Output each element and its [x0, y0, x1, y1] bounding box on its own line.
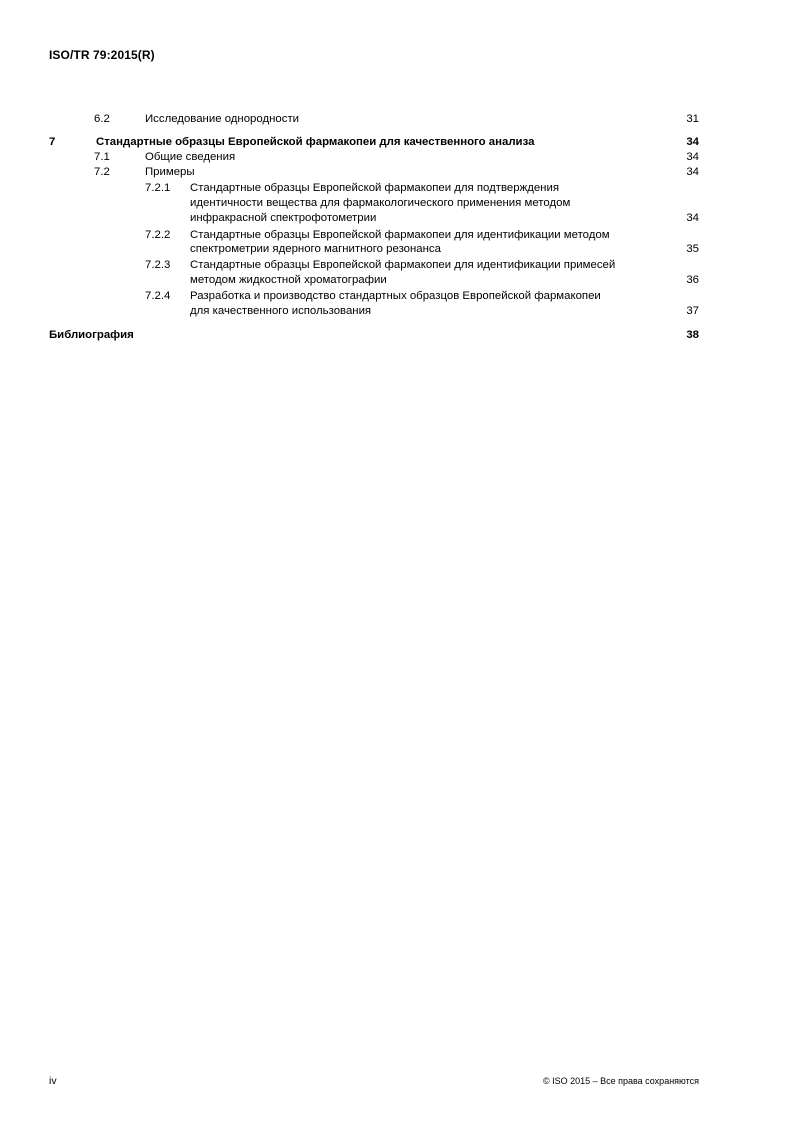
toc-number-7-1: 7.1	[94, 151, 110, 163]
toc-page-number: 31	[686, 113, 699, 125]
toc-entry-7-2[interactable]	[145, 166, 699, 179]
toc-title-7-2-1-line1: Стандартные образцы Европейской фармакопеи для подтверждения	[190, 182, 559, 194]
toc-entry-bibliography[interactable]	[49, 329, 699, 342]
toc-title: инфракрасной спектрофотометрии	[190, 212, 377, 224]
toc-page-number: 34	[686, 166, 699, 178]
toc-title: Исследование однородности	[145, 113, 300, 125]
toc-page-number: 34	[686, 151, 699, 163]
toc-title: Общие сведения	[145, 151, 236, 163]
toc-number-7: 7	[49, 136, 56, 148]
document-id: ISO/TR 79:2015(R)	[49, 48, 155, 62]
toc-entry-7-2-4[interactable]	[190, 305, 699, 318]
toc-entry-7-1[interactable]	[145, 151, 699, 164]
toc-title: для качественного использования	[190, 305, 372, 317]
toc-title: Библиография	[49, 329, 134, 341]
toc-number-7-2: 7.2	[94, 166, 110, 178]
toc-title: спектрометрии ядерного магнитного резонанса	[190, 243, 441, 255]
toc-title-7-2-4-line1: Разработка и производство стандартных образцов Европейской фармакопеи	[190, 290, 601, 302]
page-number: iv	[49, 1075, 57, 1087]
toc-page-number: 37	[686, 305, 699, 317]
toc-number-7-2-2: 7.2.2	[145, 229, 171, 241]
toc-number-7-2-3: 7.2.3	[145, 259, 171, 271]
toc-entry-6-2[interactable]	[145, 113, 699, 126]
copyright-notice: © ISO 2015 – Все права сохраняются	[542, 1076, 699, 1086]
toc-number-7-2-1: 7.2.1	[145, 182, 171, 194]
toc-entry-7-2-1[interactable]	[190, 212, 699, 225]
toc-page-number: 34	[686, 136, 699, 148]
toc-title: Примеры	[145, 166, 195, 178]
toc-entry-7-2-3[interactable]	[190, 274, 699, 287]
toc-page-number: 34	[686, 212, 699, 224]
toc-title-7-2-1-line2: идентичности вещества для фармакологического применения методом	[190, 197, 571, 209]
toc-page-number: 35	[686, 243, 699, 255]
toc-number-6-2: 6.2	[94, 113, 110, 125]
toc-title-7-2-2-line1: Стандартные образцы Европейской фармакопеи для идентификации методом	[190, 229, 610, 241]
toc-page-number: 38	[686, 329, 699, 341]
toc-entry-7[interactable]	[96, 136, 699, 149]
toc-title: Стандартные образцы Европейской фармакопеи для качественного анализа	[96, 136, 535, 148]
toc-title-7-2-3-line1: Стандартные образцы Европейской фармакопеи для идентификации примесей	[190, 259, 616, 271]
toc-title: методом жидкостной хроматографии	[190, 274, 387, 286]
toc-number-7-2-4: 7.2.4	[145, 290, 171, 302]
toc-page-number: 36	[686, 274, 699, 286]
toc-entry-7-2-2[interactable]	[190, 243, 699, 256]
